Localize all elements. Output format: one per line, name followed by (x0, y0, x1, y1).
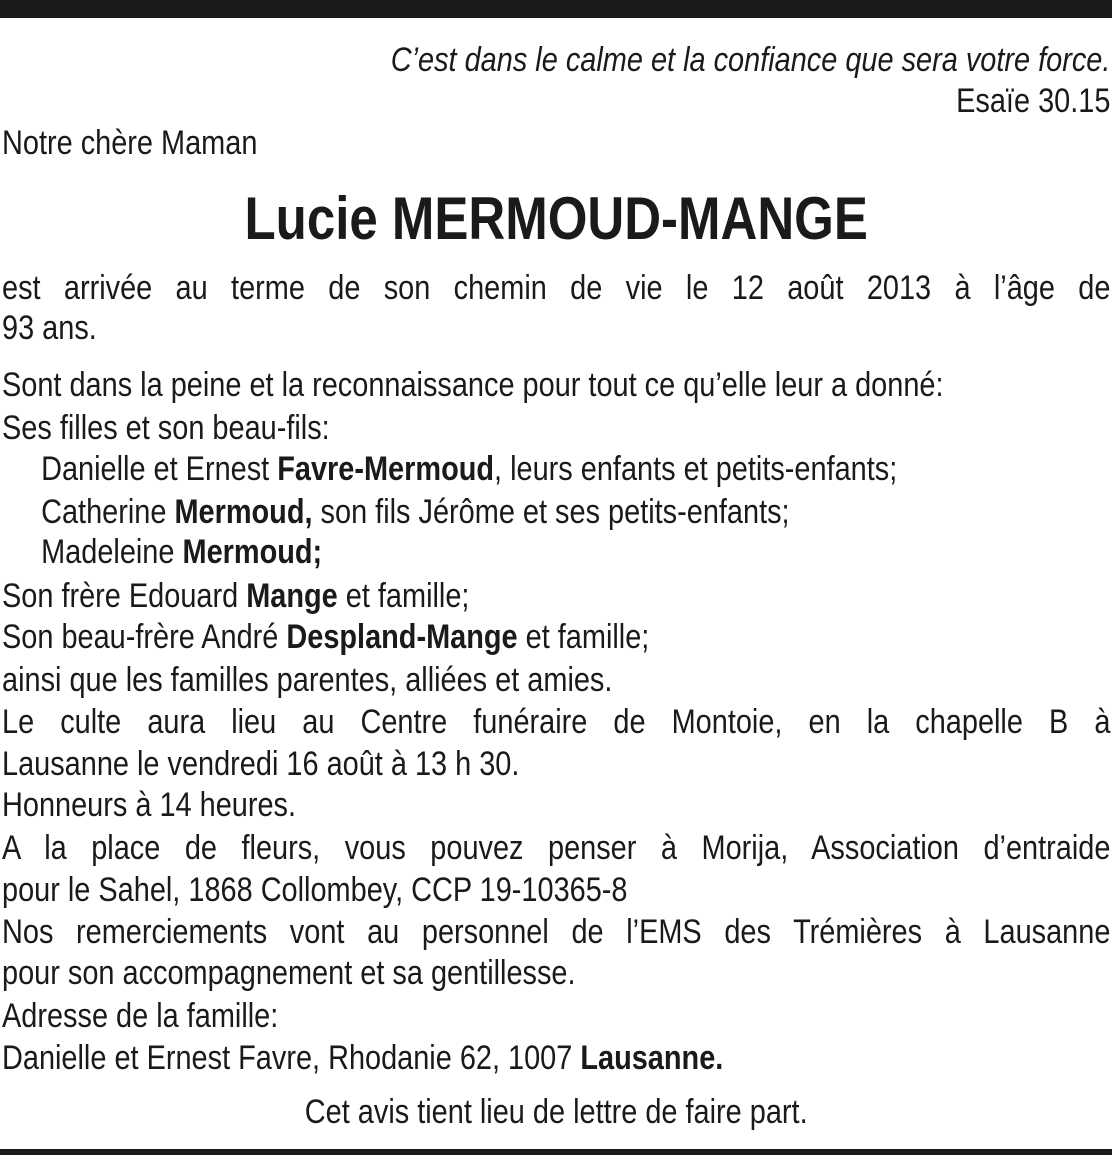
text: Danielle et Ernest Favre, Rhodanie 62, 1007 (2, 1039, 581, 1077)
text: Catherine (41, 493, 175, 531)
surname: Mermoud; (182, 533, 323, 571)
top-rule (0, 0, 1112, 18)
death-line-2: 93 ans. (2, 309, 97, 347)
surname: Favre-Mermoud (277, 450, 495, 488)
intro: Notre chère Maman (2, 124, 258, 162)
family-intro: Sont dans la peine et la reconnaissance pour tout ce qu’elle leur a donné: (2, 366, 944, 404)
text: Son frère Edouard (2, 577, 247, 615)
bottom-rule (0, 1149, 1112, 1155)
text: , leurs enfants et petits-enfants; (494, 450, 898, 488)
text: et famille; (337, 577, 470, 615)
text: et famille; (517, 618, 650, 656)
closing: Cet avis tient lieu de lettre de faire part. (304, 1093, 808, 1131)
service-line-2: Lausanne le vendredi 16 août à 13 h 30. (2, 745, 520, 783)
daughters-label: Ses filles et son beau-fils: (2, 409, 330, 447)
text: Madeleine (41, 533, 183, 571)
address-label: Adresse de la famille: (2, 997, 279, 1035)
address (2, 1037, 1110, 1079)
honours: Honneurs à 14 heures. (2, 786, 297, 824)
family-member (2, 616, 1110, 658)
family-member (2, 491, 1112, 533)
family-others: ainsi que les familles parentes, alliées et amies. (2, 661, 613, 699)
thanks-line-1: Nos remerciements vont au personnel de l’EMS des Trémières à Lausanne (2, 913, 1111, 951)
deceased-name: Lucie MERMOUD-MANGE (244, 185, 868, 252)
surname: Mange (246, 577, 338, 615)
quote-reference: Esaïe 30.15 (956, 82, 1111, 120)
text: Son beau-frère André (2, 618, 287, 656)
text: Danielle et Ernest (41, 450, 278, 488)
service-line-1: Le culte aura lieu au Centre funéraire de Montoie, en la chapelle B à (2, 703, 1111, 741)
donation-line-1: A la place de fleurs, vous pouvez penser à Morija, Association d’entraide (2, 829, 1111, 867)
surname: Despland-Mange (286, 618, 518, 656)
family-member (2, 575, 1110, 617)
family-member (2, 448, 1112, 490)
death-line-1: est arrivée au terme de son chemin de vie le 12 août 2013 à l’âge de (2, 269, 1111, 307)
thanks-line-2: pour son accompagnement et sa gentillesse. (2, 954, 576, 992)
text: son fils Jérôme et ses petits-enfants; (312, 493, 790, 531)
donation-line-2: pour le Sahel, 1868 Collombey, CCP 19-10365-8 (2, 871, 628, 909)
quote: C’est dans le calme et la confiance que sera votre force. (390, 41, 1111, 79)
surname: Mermoud, (174, 493, 313, 531)
city: Lausanne. (580, 1039, 724, 1077)
family-member (2, 531, 1112, 573)
